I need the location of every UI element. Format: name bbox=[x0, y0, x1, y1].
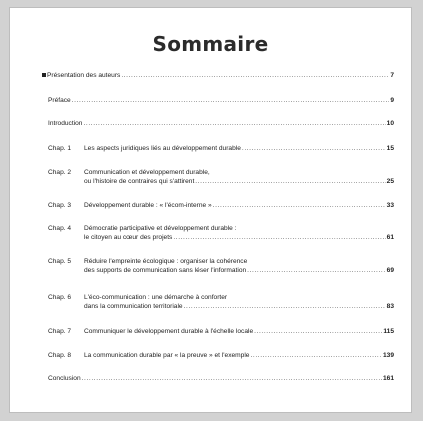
page-number: 15 bbox=[386, 145, 394, 152]
page-number: 25 bbox=[386, 178, 394, 185]
page-number: 69 bbox=[386, 267, 394, 274]
page-number: 139 bbox=[382, 352, 394, 359]
chapter-label: Chap. 6 bbox=[48, 294, 72, 301]
page-number: 7 bbox=[390, 72, 394, 79]
entry-title: Conclusion bbox=[48, 375, 81, 382]
chapter-label: Chap. 4 bbox=[48, 225, 72, 232]
page-number: 61 bbox=[386, 234, 394, 241]
chapter-label: Chap. 7 bbox=[48, 328, 72, 335]
chapter-label: Chap. 1 bbox=[48, 145, 72, 152]
toc-entry bbox=[48, 327, 394, 336]
dot-leader bbox=[242, 144, 386, 153]
entry-title: Communication et développement durable, bbox=[84, 169, 210, 176]
dot-leader bbox=[184, 302, 386, 311]
toc-entry bbox=[48, 351, 394, 360]
bullet-marker bbox=[42, 73, 46, 77]
entry-title: Communiquer le développement durable à l'échelle locale bbox=[84, 328, 254, 335]
toc-entry bbox=[48, 224, 394, 242]
dot-leader bbox=[83, 119, 385, 128]
dot-leader bbox=[121, 71, 389, 80]
entry-title: La communication durable par « la preuve » et l'exemple bbox=[84, 352, 250, 359]
entry-title: Réduire l'empreinte écologique : organiser la cohérence bbox=[84, 258, 248, 265]
page-title: Sommaire bbox=[152, 32, 269, 56]
toc-entry bbox=[48, 144, 394, 153]
entry-title-line2: le citoyen au cœur des projets bbox=[84, 234, 173, 241]
toc-entry bbox=[48, 168, 394, 186]
entry-title: L'éco-communication : une démarche à conforter bbox=[84, 294, 228, 301]
toc-entry bbox=[48, 71, 394, 80]
dot-leader bbox=[82, 374, 382, 383]
chapter-label: Chap. 2 bbox=[48, 169, 72, 176]
entry-title-line2: des supports de communication sans léser l'information bbox=[84, 267, 247, 274]
page-number: 115 bbox=[383, 328, 394, 335]
dot-leader bbox=[254, 327, 382, 336]
entry-title: Présentation des auteurs bbox=[47, 72, 121, 79]
page-number: 161 bbox=[382, 375, 394, 382]
toc-entry bbox=[48, 374, 394, 383]
toc-entry bbox=[48, 96, 394, 105]
dot-leader bbox=[250, 351, 382, 360]
entry-title-line2: ou l'histoire de contraires qui s'attirent bbox=[84, 178, 195, 185]
dot-leader bbox=[72, 96, 390, 105]
page-number: 83 bbox=[386, 303, 394, 310]
entry-title: Les aspects juridiques liés au développement durable bbox=[84, 145, 241, 152]
page-number: 33 bbox=[386, 202, 394, 209]
dot-leader bbox=[213, 201, 386, 210]
toc-entry bbox=[48, 201, 394, 210]
document-page bbox=[9, 7, 412, 413]
chapter-label: Chap. 3 bbox=[48, 202, 72, 209]
entry-title: Démocratie participative et développement durable : bbox=[84, 225, 237, 232]
chapter-label: Chap. 5 bbox=[48, 258, 72, 265]
dot-leader bbox=[247, 266, 386, 275]
entry-title: Préface bbox=[48, 97, 71, 104]
entry-title-line2: dans la communication territoriale bbox=[84, 303, 183, 310]
entry-title: Développement durable : « l'écom-interne » bbox=[84, 202, 212, 209]
dot-leader bbox=[195, 177, 385, 186]
chapter-label: Chap. 8 bbox=[48, 352, 72, 359]
toc-entry bbox=[48, 293, 394, 311]
page-number: 10 bbox=[386, 120, 394, 127]
toc-entry bbox=[48, 119, 394, 128]
toc-entry bbox=[48, 257, 394, 275]
entry-title: Introduction bbox=[48, 120, 83, 127]
page-number: 9 bbox=[390, 97, 394, 104]
dot-leader bbox=[173, 233, 385, 242]
